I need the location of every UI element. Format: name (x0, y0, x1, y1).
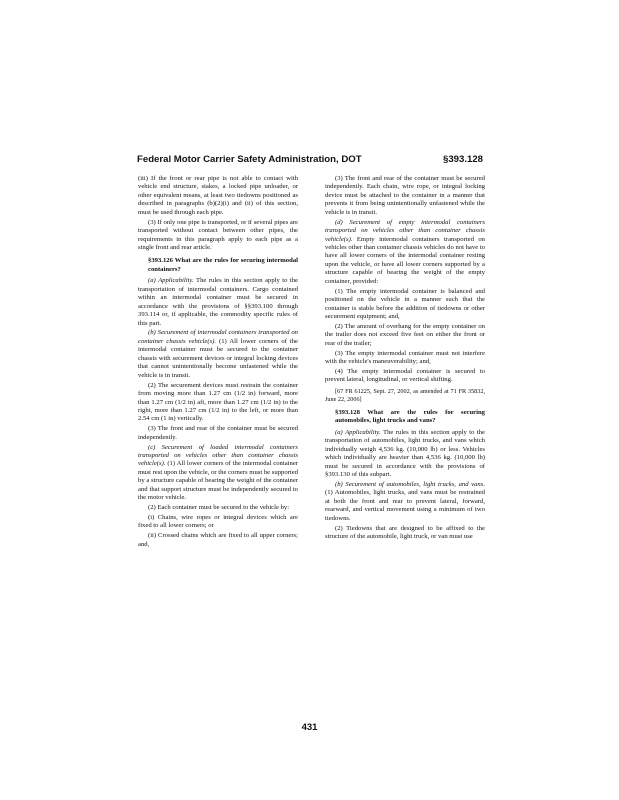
text-126-b: (1) All lower corners of the intermodal container must be secured to the container chassis with securement devices or integral locking devices that cannot unintentionally become unfastened while the vehicle is in transit. (138, 337, 298, 379)
paragraph-126-d4: (4) The empty intermodal container is secured to prevent lateral, longitudinal, or vertical shifting. (325, 367, 485, 384)
label-126-a: (a) Applicability. (148, 277, 194, 285)
label-126-b: (b) Securement of intermodal containers transported on container chassis vehicle(s). (138, 329, 298, 345)
source-note: [67 FR 61225, Sept. 27, 2002, as amended at 71 FR 35832, June 22, 2006] (325, 387, 485, 403)
text-126-d: Empty intermodal containers transported on vehicles other than container chassis vehicles do not have to have all lower corners of the intermodal container resting upon the vehicle, or have all lower corners supported by a structure capable of bearing the weight of the empty container, provided: (325, 235, 485, 285)
paragraph-126-c3: (3) The front and rear of the container must be secured independently. Each chain, wire rope, or integral locking device must be attached to the container in a manner that prevents it from being unintentionally unfastened while the vehicle is in transit. (325, 175, 485, 216)
section-reference: §393.128 (442, 154, 483, 165)
paragraph-128-a (325, 429, 485, 480)
paragraph-126-b (138, 329, 298, 380)
text-128-a: The rules in this section apply to the transportation of automobiles, light trucks, and vans which individually weigh 4,536 kg. (10,000 lb) or less. Vehicles which individually are heavier than 4,536 kg. (10,000 lb) must be secured in accordance with the provisions of §393.130 of this subpart. (325, 428, 485, 478)
left-column (138, 175, 298, 551)
paragraph-pipe-3: (3) If only one pipe is transported, or if several pipes are transported without contact between other pipes, the requirements in this paragraph apply to each pipe as a single front and rear article. (138, 218, 298, 252)
paragraph-126-c2ii: (ii) Crossed chains which are fixed to all upper corners; and, (138, 532, 298, 548)
text-128-b: (1) Automobiles, light trucks, and vans must be restrained at both the front and rear to prevent lateral, forward, rearward, and vertical movement using a minimum of two tiedowns. (325, 489, 485, 522)
section-heading-393-128: §393.128 What are the rules for securing automobiles, light trucks and vans? (335, 408, 485, 425)
paragraph-126-b3: (3) The front and rear of the container must be secured independently. (138, 425, 298, 441)
paragraph-128-b2: (2) Tiedowns that are designed to be affixed to the structure of the automobile, light truck, or van must use (325, 524, 485, 540)
right-column (325, 175, 485, 543)
agency-title: Federal Motor Carrier Safety Administration, DOT (137, 154, 362, 165)
paragraph-126-c2: (2) Each container must be secured to the vehicle by: (148, 504, 290, 512)
label-128-a: (a) Applicability. (335, 428, 381, 436)
label-126-c: (c) Securement of loaded intermodal containers transported on vehicles other than container chassis vehicle(s). (138, 443, 298, 468)
paragraph-126-d1: (1) The empty intermodal container is balanced and positioned on the vehicle in a manner such that the container is stable before the addition of tiedowns or other securement equipment; and, (325, 287, 485, 321)
paragraph-126-a (138, 277, 298, 328)
page-number: 431 (301, 722, 318, 733)
paragraph-126-d (325, 219, 485, 287)
paragraph-126-c (138, 444, 298, 503)
text-126-c: (1) All lower corners of the intermodal container must rest upon the vehicle, or the corners must be supported by a structure capable of bearing the weight of the container and that support structure must be independently secured to the motor vehicle. (138, 460, 298, 502)
paragraph-126-b2: (2) The securement devices must restrain the container from moving more than 1.27 cm (1/2 in) forward, more than 1.27 cm (1/2 in) aft, more than 1.27 cm (1/2 in) to the right, more than 1.27 cm (1/2 in) to the left, or more than 2.54 cm (1 in) vertically. (138, 381, 298, 423)
running-head (137, 154, 483, 168)
paragraph-126-d2: (2) The amount of overhang for the empty container on the trailer does not exceed five feet on either the front or rear of the trailer; (325, 322, 485, 347)
section-heading-393-126: §393.126 What are the rules for securing intermodal containers? (148, 257, 298, 273)
label-128-b: (b) Securement of automobiles, light trucks, and vans. (335, 480, 485, 488)
paragraph-128-b (325, 481, 485, 523)
label-126-d: (d) Securement of empty intermodal containers transported on vehicles other than container chassis vehicle(s). (325, 218, 485, 243)
paragraph-126-c2i: (i) Chains, wire ropes or integral devices which are fixed to all lower corners; or (138, 513, 298, 530)
paragraph-126-d3: (3) The empty intermodal container must not interfere with the vehicle's maneuverability; and, (325, 349, 485, 366)
text-126-a: The rules in this section apply to the transportation of intermodal containers. Cargo contained within an intermodal container must be secured in accordance with the provisions of §§393.100 through 393.114 or, if applicable, the commodity specific rules of this part. (138, 277, 298, 327)
paragraph-pipe-iii: (iii) If the front or rear pipe is not able to contact with vehicle end structure, stakes, a locked pipe unloader, or other equivalent means, at least two tiedowns positioned as described in paragraphs (b)(2)(i) and (ii) of this section, must be used through each pipe. (138, 175, 298, 216)
